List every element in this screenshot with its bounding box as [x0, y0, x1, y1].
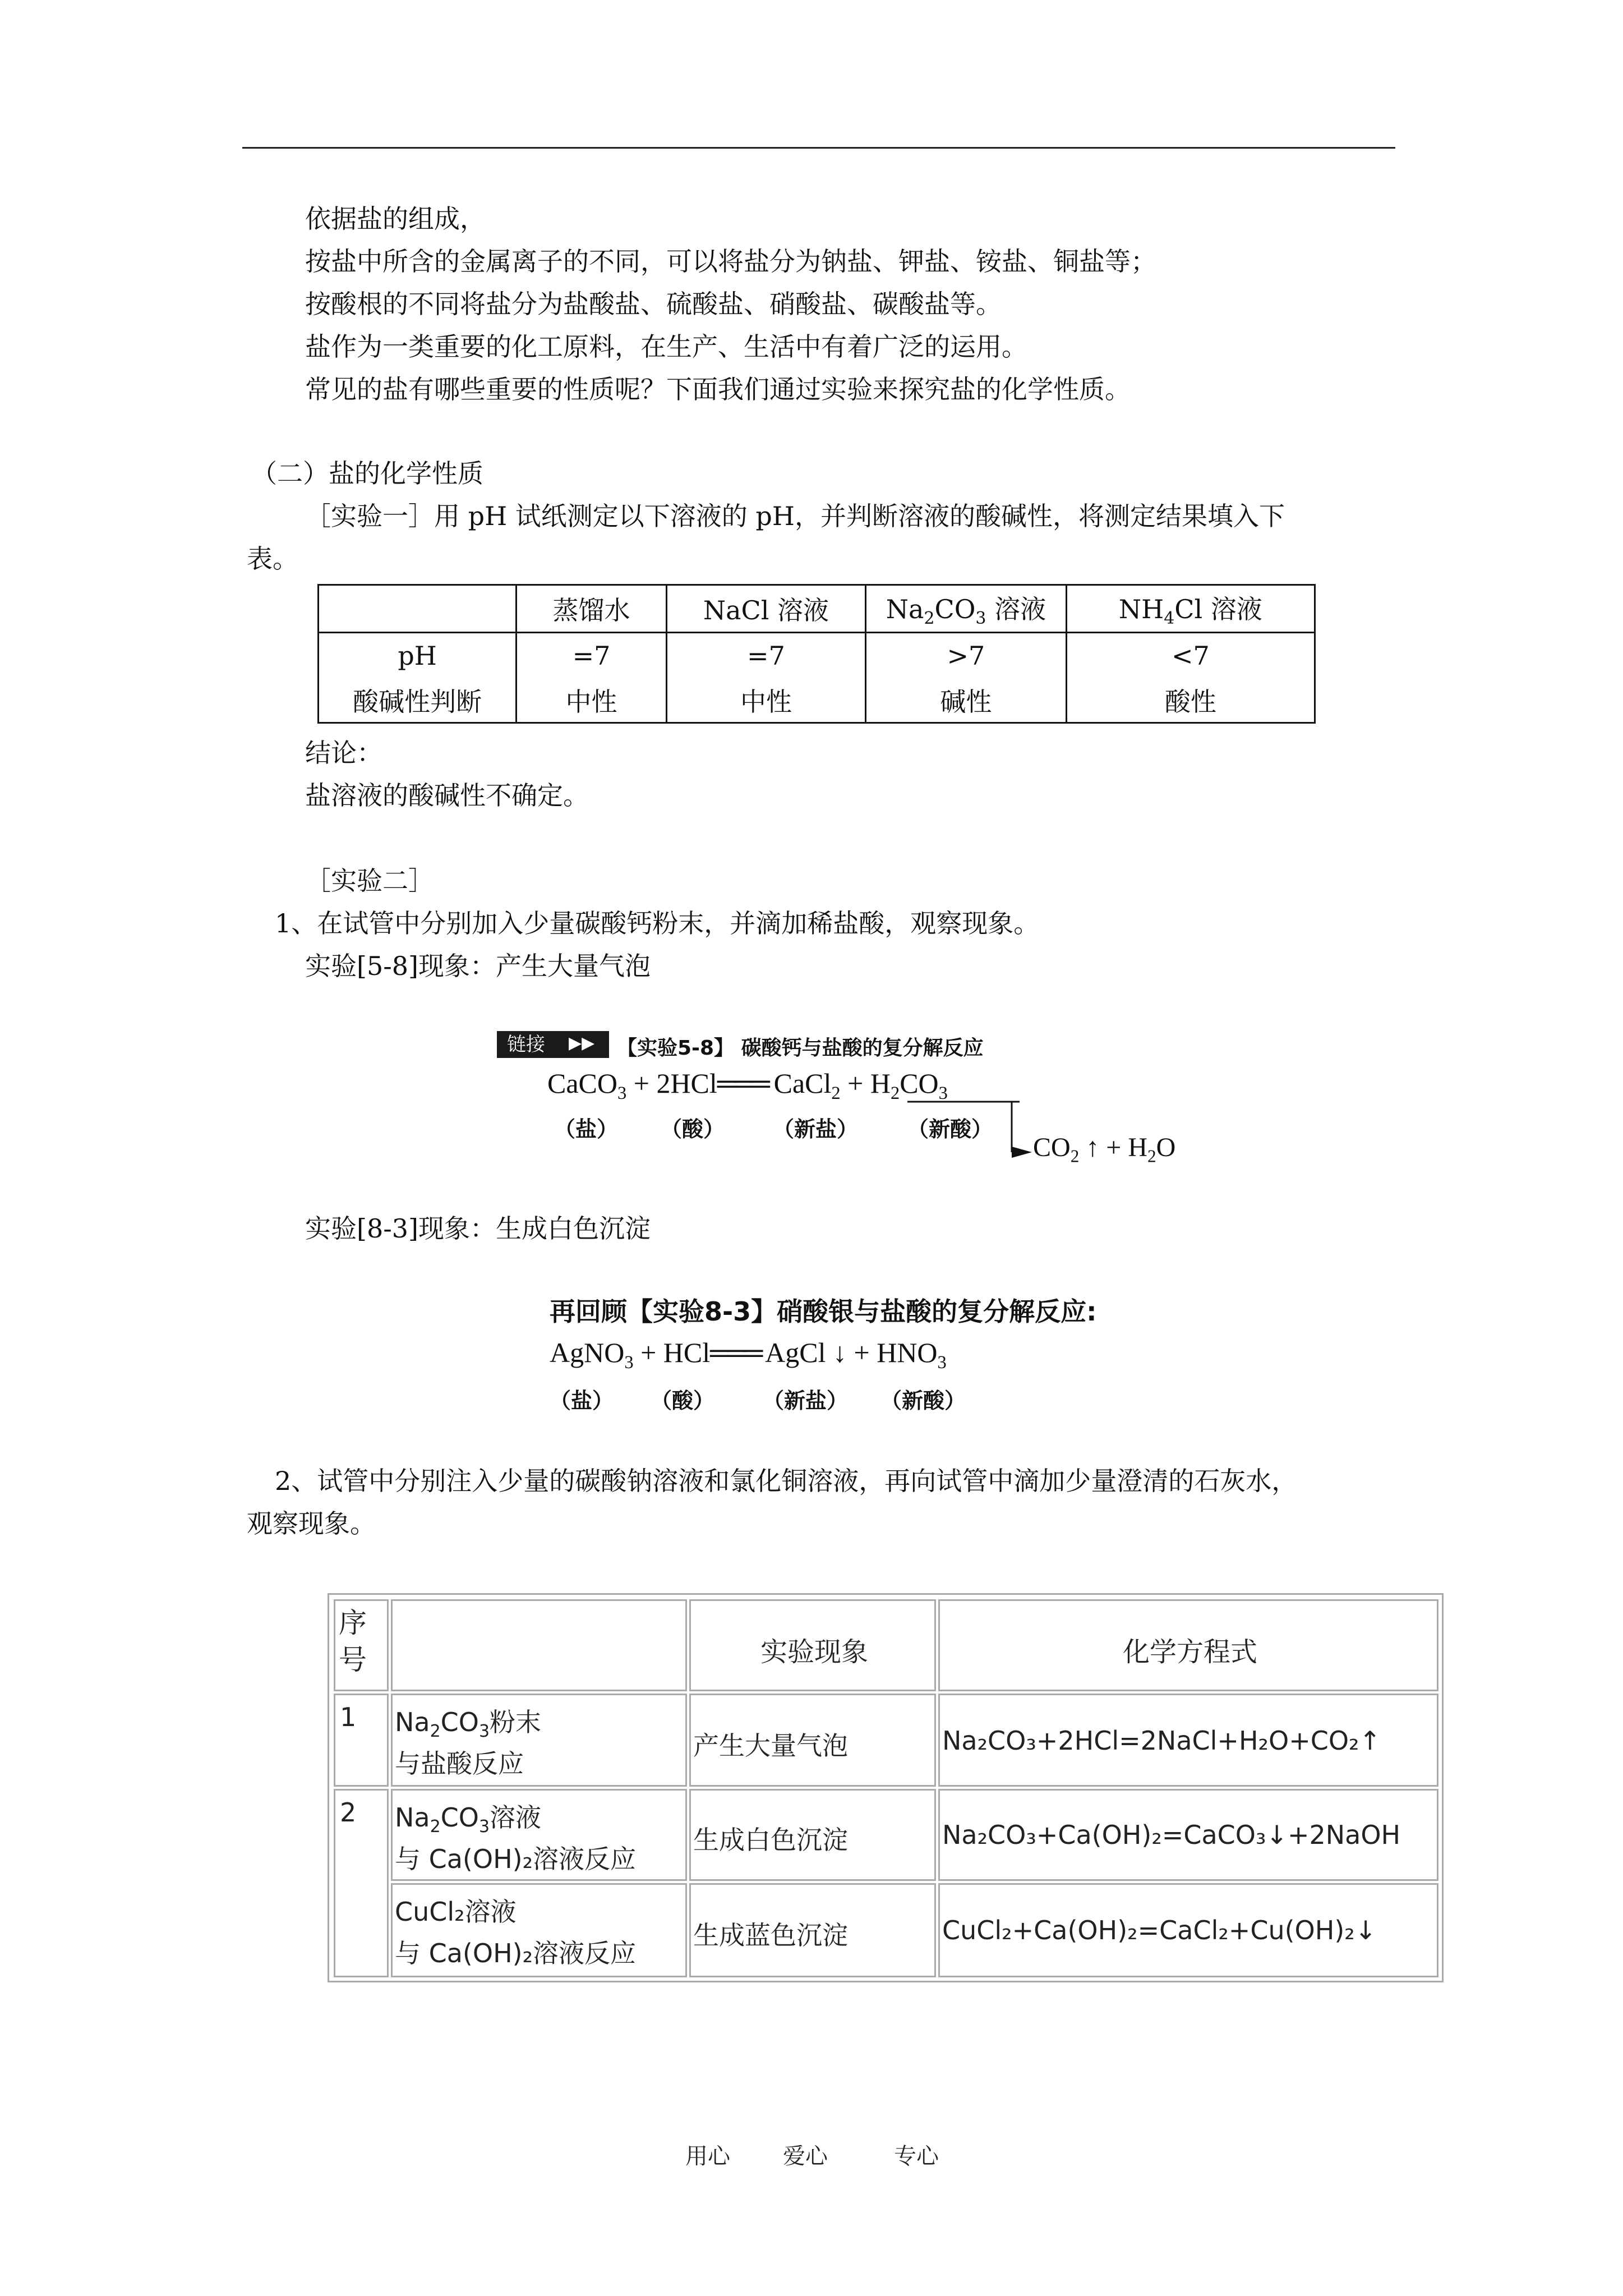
- row-3-phenomenon: 生成蓝色沉淀: [689, 1883, 936, 1977]
- observation-8-3: 实验[8-3]现象：生成白色沉淀: [305, 1213, 651, 1244]
- row-1-no: 1: [334, 1694, 389, 1787]
- figure-5-8-header: 【实验5-8】 碳酸钙与盐酸的复分解反应: [617, 1037, 984, 1060]
- label-salt: （盐）: [550, 1388, 614, 1413]
- ph-table: [317, 584, 1316, 724]
- experiment-2-step-1: 1、在试管中分别加入少量碳酸钙粉末，并滴加稀盐酸，观察现象。: [275, 908, 1040, 938]
- label-acid: （酸）: [661, 1117, 725, 1142]
- experiment-1-text-cont: 表。: [247, 544, 298, 574]
- intro-line-4: 盐作为一类重要的化工原料，在生产、生活中有着广泛的运用。: [305, 332, 1027, 362]
- acidity-row: [319, 678, 1315, 723]
- intro-line-5: 常见的盐有哪些重要的性质呢？下面我们通过实验来探究盐的化学性质。: [305, 374, 1131, 404]
- experiment-results-table: [328, 1593, 1444, 1982]
- figure-8-3-header: 再回顾【实验8-3】硝酸银与盐酸的复分解反应:: [550, 1296, 1097, 1327]
- label-new-acid: （新酸）: [907, 1117, 993, 1142]
- double-arrow-icon: ▶▶: [569, 1033, 595, 1053]
- intro-line-3: 按酸根的不同将盐分为盐酸盐、硫酸盐、硝酸盐、碳酸盐等。: [305, 289, 1002, 319]
- decomposition-products: $CO_2$ ↑ + $H_2O$: [1033, 1133, 1176, 1166]
- section-title: （二）盐的化学性质: [251, 458, 483, 489]
- header-equation: 化学方程式: [938, 1599, 1438, 1691]
- footer-text-2: 爱心: [783, 2143, 828, 2169]
- row-3-item: CuCl₂溶液 与 Ca(OH)₂溶液反应: [391, 1883, 687, 1977]
- intro-line-2: 按盐中所含的金属离子的不同，可以将盐分为钠盐、钾盐、铵盐、铜盐等；: [305, 246, 1156, 277]
- ph-table-header-row: [319, 585, 1315, 633]
- acidity-value: 酸性: [1066, 678, 1315, 723]
- header-no: 序号: [334, 1599, 389, 1691]
- intro-line-1: 依据盐的组成，: [305, 204, 486, 234]
- footer-text-1: 用心: [685, 2143, 730, 2169]
- ph-value: =7: [517, 633, 666, 679]
- row-2-equation: Na₂CO₃+Ca(OH)₂=CaCO₃↓+2NaOH: [938, 1789, 1438, 1881]
- row-1-item: $Na_2CO_3$粉末 与盐酸反应: [391, 1694, 687, 1787]
- label-new-acid: （新酸）: [880, 1388, 966, 1413]
- header-distilled-water: 蒸馏水: [517, 585, 666, 633]
- row-1-phenomenon: 产生大量气泡: [689, 1694, 936, 1787]
- link-badge: 链接 ▶▶: [497, 1031, 609, 1058]
- ph-row-label: pH: [319, 633, 517, 679]
- header-blank: [391, 1599, 687, 1691]
- equation-5-8: CaCO$_3$ + 2HCl═══ CaCl$_2$ + $H_2CO_3$: [547, 1068, 948, 1103]
- header-phenomenon: 实验现象: [689, 1599, 936, 1691]
- experiment-2-step-2: 2、试管中分别注入少量的碳酸钠溶液和氯化铜溶液，再向试管中滴加少量澄清的石灰水，: [275, 1466, 1298, 1496]
- header-rule: [242, 147, 1395, 149]
- arrow-head-icon: [1012, 1145, 1034, 1159]
- equation-8-3: AgNO$_3$ + HCl═══ AgCl ↓ + $HNO_3$: [550, 1337, 947, 1373]
- label-new-salt: （新盐）: [773, 1117, 859, 1142]
- reaction-figure-8-3: [538, 1285, 1161, 1436]
- observation-5-8: 实验[5-8]现象：产生大量气泡: [305, 951, 651, 981]
- label-new-salt: （新盐）: [763, 1388, 849, 1413]
- header-nacl: NaCl 溶液: [666, 585, 865, 633]
- label-salt: （盐）: [554, 1117, 619, 1142]
- row-2-phenomenon: 生成白色沉淀: [689, 1789, 936, 1881]
- ph-row: [319, 633, 1315, 679]
- row-3-equation: CuCl₂+Ca(OH)₂=CaCl₂+Cu(OH)₂↓: [938, 1883, 1438, 1977]
- row-1-equation: Na₂CO₃+2HCl=2NaCl+H₂O+CO₂↑: [938, 1694, 1438, 1787]
- label-acid: （酸）: [651, 1388, 715, 1413]
- ph-table-corner: [319, 585, 517, 633]
- header-na2co3: $Na_2CO_3$ 溶液: [866, 585, 1067, 633]
- decomposition-arrow: [907, 1099, 1020, 1167]
- footer-text-3: 专心: [894, 2143, 939, 2169]
- acidity-value: 中性: [666, 678, 865, 723]
- experiment-2-step-2-cont: 观察现象。: [247, 1508, 376, 1539]
- ph-value: =7: [666, 633, 865, 679]
- acidity-value: 中性: [517, 678, 666, 723]
- conclusion-label: 结论：: [305, 738, 382, 768]
- acidity-row-label: 酸碱性判断: [319, 678, 517, 723]
- conclusion-text: 盐溶液的酸碱性不确定。: [305, 780, 589, 811]
- experiment-1-text: ［实验一］用 pH 试纸测定以下溶液的 pH，并判断溶液的酸碱性，将测定结果填入下: [305, 501, 1285, 531]
- experiment-2-title: ［实验二］: [305, 866, 434, 896]
- row-2-no: 2: [334, 1789, 389, 1977]
- reaction-figure-5-8: [492, 1028, 1216, 1179]
- header-nh4cl: $NH_4Cl$ 溶液: [1066, 585, 1315, 633]
- acidity-value: 碱性: [866, 678, 1067, 723]
- ph-value: >7: [866, 633, 1067, 679]
- ph-value: <7: [1066, 633, 1315, 679]
- row-2-item: $Na_2CO_3$溶液 与 Ca(OH)₂溶液反应: [391, 1789, 687, 1881]
